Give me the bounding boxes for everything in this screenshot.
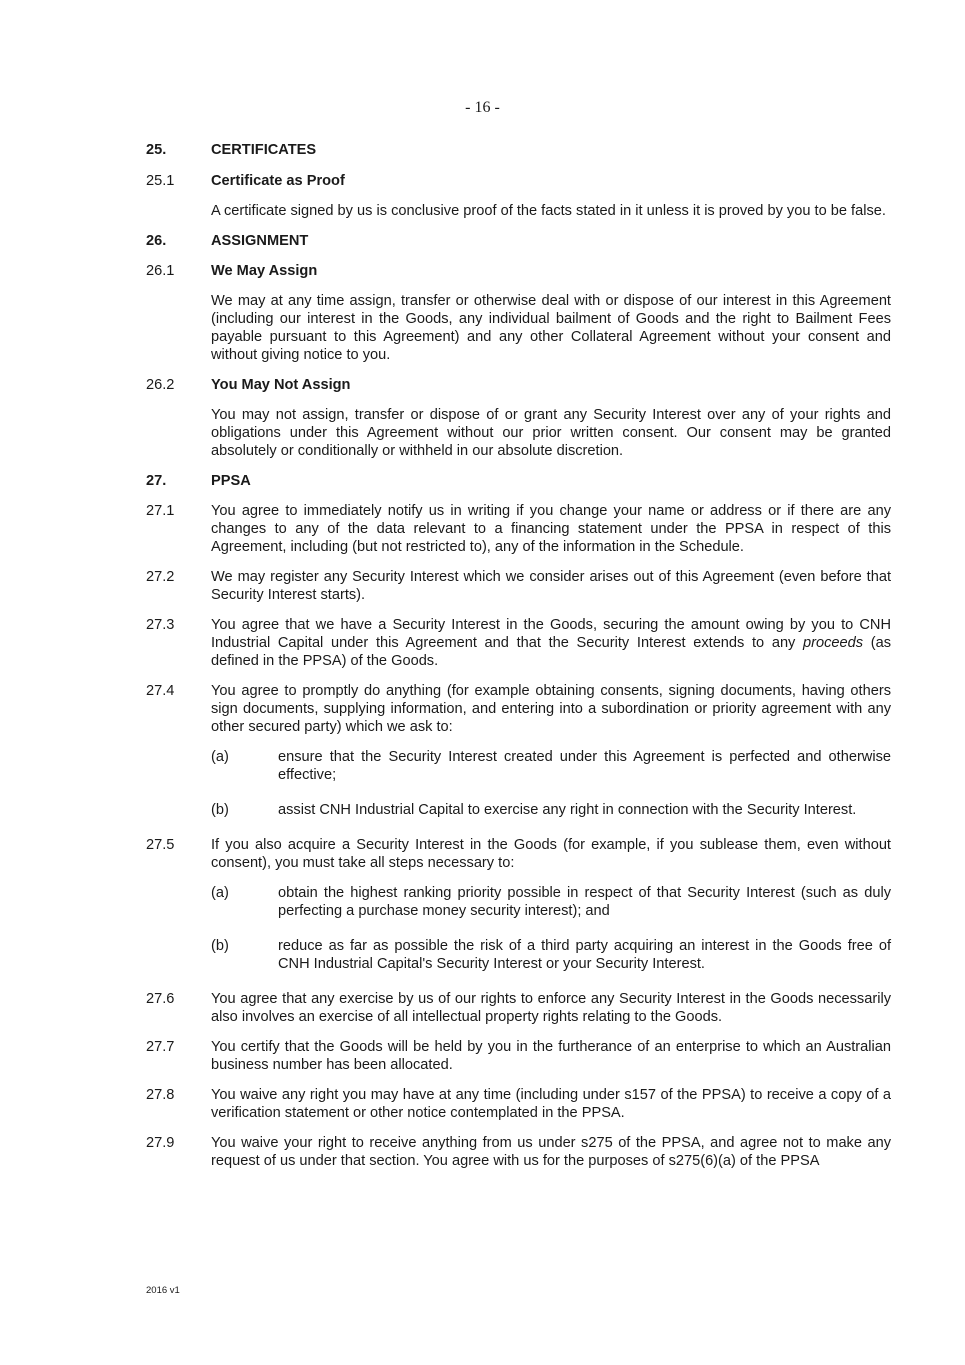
clause-number: 27.7 <box>146 1039 175 1055</box>
clause-text: You waive any right you may have at any time (including under s157 of the PPSA) to receive a copy of a verification statement or other notice contemplated in the PPSA. <box>211 1087 891 1121</box>
clause-27-5 <box>146 836 891 872</box>
clause-27-4 <box>146 682 891 736</box>
section-25-heading <box>146 141 891 159</box>
subclause-27-5-a <box>211 884 891 920</box>
clause-26-1-heading <box>146 262 891 280</box>
clause-26-1-body: We may at any time assign, transfer or otherwise deal with or dispose of our interest in this Agreement (including our interest in the Goods, any individual bailment of Goods and the right to Bailment Fees payable pursuant to this Agreement) and any other Collateral Agreement without your consent and without giving notice to you. <box>211 293 891 363</box>
clause-text: You certify that the Goods will be held by you in the furtherance of an enterprise to which an Australian business number has been allocated. <box>211 1039 891 1073</box>
section-title: PPSA <box>211 473 251 489</box>
subclause-label: (a) <box>211 749 229 765</box>
clause-text-part: (as defined in the PPSA) of the Goods. <box>211 635 891 669</box>
document-version-footer: 2016 v1 <box>146 1285 180 1296</box>
subclause-27-4-a <box>211 748 891 784</box>
clause-text: You agree to promptly do anything (for example obtaining consents, signing documents, having others sign documents, supplying information, and entering into a subordination or priority agreement with any other secured party) which we ask to: <box>211 683 891 735</box>
subclause-text: obtain the highest ranking priority possible in respect of that Security Interest (such as duly perfecting a purchase money security interest); and <box>278 885 891 919</box>
clause-26-2-body: You may not assign, transfer or dispose of or grant any Security Interest over any of your rights and obligations under this Agreement without our prior written consent. Our consent may be granted absolutely or conditionally or withheld in our absolute discretion. <box>211 407 891 459</box>
section-number: 25. <box>146 142 167 158</box>
clause-number: 27.2 <box>146 569 175 585</box>
clause-27-9 <box>146 1134 891 1170</box>
section-27-heading <box>146 472 891 490</box>
clause-25-1-body: A certificate signed by us is conclusive proof of the facts stated in it unless it is proved by you to be false. <box>211 203 886 219</box>
subclause-label: (b) <box>211 802 229 818</box>
clause-27-3 <box>146 616 891 670</box>
clause-number: 25.1 <box>146 173 175 189</box>
clause-text <box>211 616 891 670</box>
clause-title: We May Assign <box>211 263 318 279</box>
clause-27-2 <box>146 568 891 604</box>
emphasis-proceeds: proceeds <box>803 635 864 651</box>
clause-27-8 <box>146 1086 891 1122</box>
clause-number: 26.2 <box>146 377 175 393</box>
clause-title: Certificate as Proof <box>211 173 345 189</box>
subclause-label: (a) <box>211 885 229 901</box>
page-number: - 16 - <box>465 99 500 116</box>
document-body <box>146 141 891 1170</box>
subclause-text: ensure that the Security Interest created under this Agreement is perfected and otherwise effective; <box>278 749 891 783</box>
clause-25-1-heading <box>146 172 891 190</box>
clause-text-part: You agree that we have a Security Interest in the Goods, securing the amount owing by you to CNH Industrial Capital under this Agreement and that the Security Interest extends to any <box>211 617 891 651</box>
subclause-text: assist CNH Industrial Capital to exercise any right in connection with the Security Interest. <box>278 802 857 818</box>
subclause-label: (b) <box>211 938 229 954</box>
clause-number: 27.3 <box>146 617 175 633</box>
section-number: 27. <box>146 473 167 489</box>
clause-text: You waive your right to receive anything from us under s275 of the PPSA, and agree not to make any request of us under that section. You agree with us for the purposes of s275(6)(a) of the PPSA <box>211 1135 891 1169</box>
clause-number: 27.1 <box>146 503 175 519</box>
subclause-27-4-b <box>211 801 891 819</box>
clause-27-1 <box>146 502 891 556</box>
clause-number: 27.5 <box>146 837 175 853</box>
section-26-heading <box>146 232 891 250</box>
section-number: 26. <box>146 233 167 249</box>
section-title: CERTIFICATES <box>211 142 317 158</box>
clause-text: If you also acquire a Security Interest in the Goods (for example, if you sublease them, even without consent), you must take all steps necessary to: <box>211 837 891 871</box>
clause-text: You agree that any exercise by us of our rights to enforce any Security Interest in the Goods necessarily also involves an exercise of all intellectual property rights relating to the Goods. <box>211 991 891 1025</box>
subclause-text: reduce as far as possible the risk of a third party acquiring an interest in the Goods free of CNH Industrial Capital's Security Interest or your Security Interest. <box>278 938 891 972</box>
section-title: ASSIGNMENT <box>211 233 309 249</box>
clause-text: We may register any Security Interest which we consider arises out of this Agreement (even before that Security Interest starts). <box>211 569 891 603</box>
clause-26-2-heading <box>146 376 891 394</box>
clause-text: You agree to immediately notify us in writing if you change your name or address or if there are any changes to any of the data relevant to a financing statement under the PPSA in respect of this Agreement, including (but not restricted to), any of the information in the Schedule. <box>211 503 891 555</box>
clause-number: 26.1 <box>146 263 175 279</box>
subclause-27-5-b <box>211 937 891 973</box>
clause-27-6 <box>146 990 891 1026</box>
clause-27-7 <box>146 1038 891 1074</box>
clause-number: 27.6 <box>146 991 175 1007</box>
clause-number: 27.4 <box>146 683 175 699</box>
clause-number: 27.8 <box>146 1087 175 1103</box>
clause-title: You May Not Assign <box>211 377 351 393</box>
clause-number: 27.9 <box>146 1135 175 1151</box>
